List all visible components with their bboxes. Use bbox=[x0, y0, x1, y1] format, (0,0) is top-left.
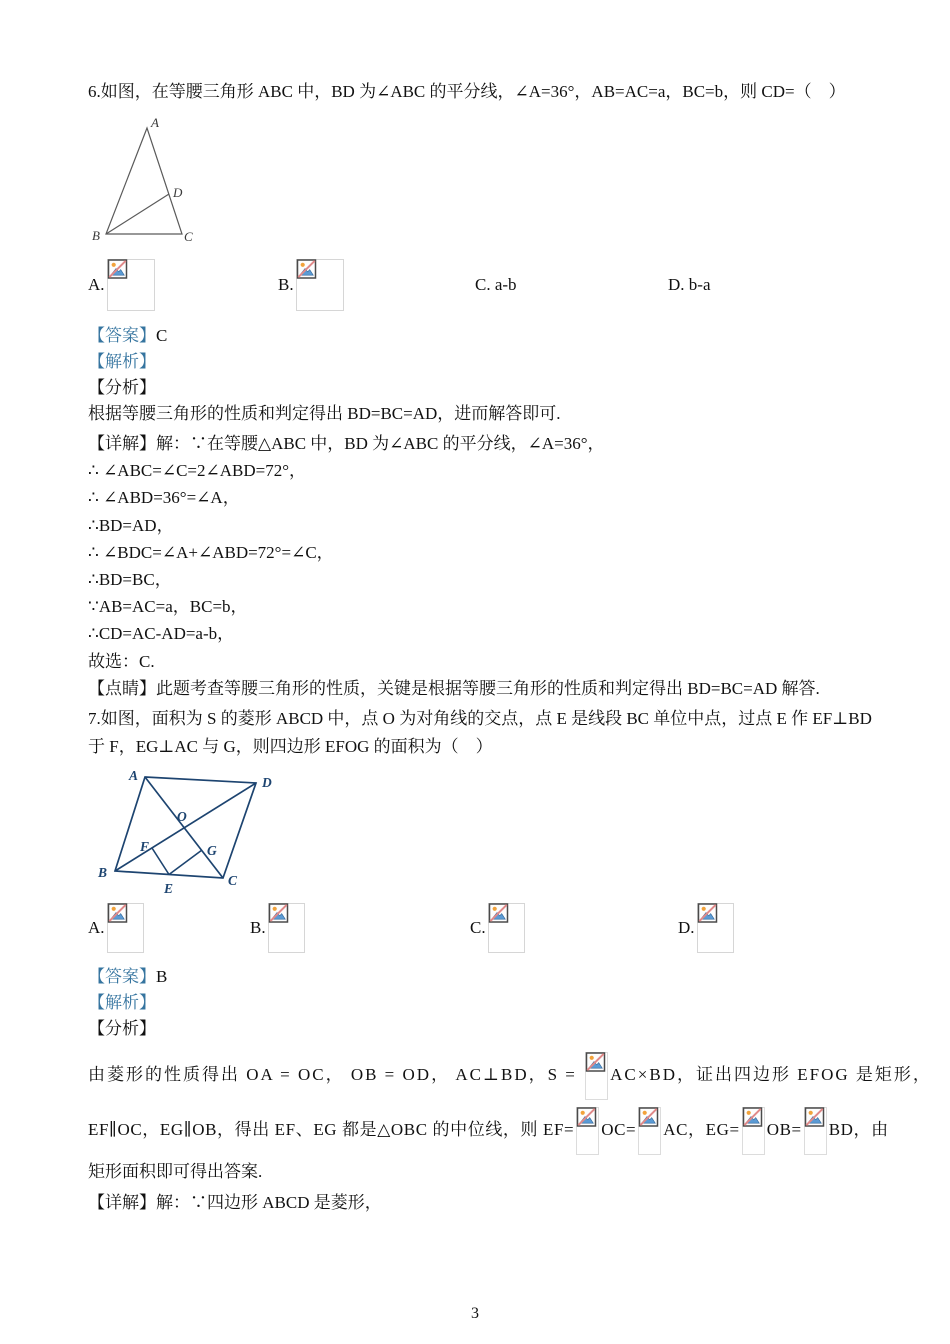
q7-fenxi-line1 bbox=[88, 1048, 932, 1102]
q6-options bbox=[88, 258, 862, 312]
q7-option-b-label: B. bbox=[250, 918, 266, 938]
q7-options bbox=[88, 901, 862, 955]
q6-solution-line: ∴BD=AD， bbox=[88, 515, 174, 535]
broken-image-placeholder bbox=[488, 903, 525, 953]
q7-answer-value: B bbox=[156, 967, 168, 987]
q7-fenxi-line3: 矩形面积即可得出答案. bbox=[88, 1162, 263, 1182]
broken-image-placeholder bbox=[638, 1107, 661, 1155]
broken-image-placeholder bbox=[107, 903, 144, 953]
q6-solution-line: ∴ ∠ABD=36°=∠A， bbox=[88, 488, 240, 508]
q6-option-c bbox=[475, 258, 668, 312]
q6-stem: 6.如图，在等腰三角形 ABC 中，BD 为∠ABC 的平分线，∠A=36°，AB=AC=a，BC=b，则 CD=（ ） bbox=[88, 82, 846, 101]
q6-figure bbox=[88, 112, 862, 247]
q7-figure-label-e: E bbox=[164, 881, 174, 897]
q7-fenxi-line2-text: BD，由 bbox=[828, 1120, 889, 1140]
q7-figure-label-f: F bbox=[140, 839, 150, 855]
q6-triangle-figure bbox=[88, 112, 218, 247]
q7-fenxi-line1-text2: AC×BD，证出四边形 EFOG 是矩形， bbox=[610, 1065, 932, 1085]
answer-tag: 【答案】 bbox=[88, 967, 156, 987]
q7-stem-line1: 7.如图，面积为 S 的菱形 ABCD 中，点 O 为对角线的交点，点 E 是线段 BC 单位中点，过点 E 作 EF⊥BD bbox=[88, 709, 872, 729]
broken-image-icon bbox=[804, 1107, 825, 1127]
q6-option-d bbox=[668, 258, 862, 312]
broken-image-icon bbox=[268, 903, 289, 923]
broken-image-placeholder bbox=[107, 259, 155, 311]
q7-option-c bbox=[470, 901, 678, 955]
q6-option-a-label: A. bbox=[88, 275, 105, 294]
q6-solution-line: ∵AB=AC=a，BC=b， bbox=[88, 597, 248, 617]
q7-rhombus-figure bbox=[88, 763, 293, 899]
q6-option-b-label: B. bbox=[278, 275, 294, 294]
q6-solution-line: ∴BD=BC， bbox=[88, 570, 172, 590]
q7-option-c-label: C. bbox=[470, 918, 486, 938]
q7-figure-label-c: C bbox=[228, 873, 238, 889]
broken-image-placeholder bbox=[742, 1107, 765, 1155]
q6-solution-line: ∴CD=AC-AD=a-b， bbox=[88, 624, 235, 644]
q6-solution-line: 故选：C. bbox=[88, 651, 155, 671]
page-number: 3 bbox=[471, 1305, 479, 1322]
q7-option-a bbox=[88, 901, 250, 955]
q7-fenxi-line2-text: EF∥OC，EG∥OB，得出 EF、EG 都是△OBC 的中位线，则 EF= bbox=[88, 1120, 575, 1140]
answer-tag: 【答案】 bbox=[88, 326, 156, 345]
broken-image-placeholder bbox=[576, 1107, 599, 1155]
q7-figure-label-b: B bbox=[98, 865, 108, 881]
q7-answer-line bbox=[88, 964, 862, 990]
q7-jiexi-tag: 【解析】 bbox=[88, 993, 156, 1013]
q7-fenxi-line2-text: OB= bbox=[766, 1120, 802, 1140]
q7-option-d-label: D. bbox=[678, 918, 695, 938]
q6-answer-value: C bbox=[156, 326, 168, 345]
broken-image-icon bbox=[107, 903, 128, 923]
q7-stem-line2: 于 F，EG⊥AC 与 G，则四边形 EFOG 的面积为（ ） bbox=[88, 737, 493, 757]
q6-solution-line: ∴ ∠ABC=∠C=2∠ABD=72°， bbox=[88, 461, 307, 481]
broken-image-placeholder bbox=[296, 259, 344, 311]
q7-option-a-label: A. bbox=[88, 918, 105, 938]
broken-image-icon bbox=[488, 903, 509, 923]
q6-figure-label-b: B bbox=[92, 228, 100, 243]
q7-figure-label-d: D bbox=[262, 775, 272, 791]
broken-image-icon bbox=[107, 259, 128, 279]
q7-figure bbox=[88, 763, 862, 899]
q7-fenxi-line2 bbox=[88, 1102, 889, 1158]
broken-image-icon bbox=[296, 259, 317, 279]
q7-fenxi-line2-text: OC= bbox=[601, 1120, 637, 1140]
q6-option-a bbox=[88, 258, 278, 312]
broken-image-placeholder bbox=[585, 1052, 608, 1100]
q6-dianjing-line: 【点睛】此题考查等腰三角形的性质，关键是根据等腰三角形的性质和判定得出 BD=BC=AD 解答. bbox=[88, 678, 820, 698]
broken-image-placeholder bbox=[697, 903, 734, 953]
q6-figure-label-c: C bbox=[184, 229, 193, 244]
broken-image-icon bbox=[697, 903, 718, 923]
broken-image-icon bbox=[742, 1107, 763, 1127]
q6-option-d-label: D. b-a bbox=[668, 275, 711, 294]
q6-solution-line: 【详解】解：∵在等腰△ABC 中，BD 为∠ABC 的平分线，∠A=36°， bbox=[88, 434, 605, 453]
q6-figure-label-a: A bbox=[151, 115, 159, 130]
q7-fenxi-tag: 【分析】 bbox=[88, 1019, 156, 1039]
q6-option-c-label: C. a-b bbox=[475, 275, 517, 294]
q7-fenxi-line2-text: AC，EG= bbox=[663, 1120, 740, 1140]
broken-image-icon bbox=[585, 1052, 606, 1072]
q7-fenxi-line1-text1: 由菱形的性质得出 OA = OC， OB = OD， AC⊥BD，S = bbox=[88, 1065, 584, 1085]
broken-image-placeholder bbox=[268, 903, 305, 953]
broken-image-placeholder bbox=[804, 1107, 827, 1155]
q6-answer-line bbox=[88, 323, 862, 349]
q6-fenxi-tag: 【分析】 bbox=[88, 378, 156, 397]
q6-solution-line: ∴ ∠BDC=∠A+∠ABD=72°=∠C， bbox=[88, 542, 334, 562]
q6-option-b bbox=[278, 258, 475, 312]
broken-image-icon bbox=[576, 1107, 597, 1127]
q6-figure-label-d: D bbox=[173, 185, 183, 200]
q7-option-d bbox=[678, 901, 862, 955]
q7-option-b bbox=[250, 901, 470, 955]
q6-fenxi-text: 根据等腰三角形的性质和判定得出 BD=BC=AD，进而解答即可. bbox=[88, 404, 561, 423]
q7-figure-label-g: G bbox=[207, 843, 217, 859]
q7-solution-line: 【详解】解：∵四边形 ABCD 是菱形， bbox=[88, 1193, 382, 1213]
q6-jiexi-tag: 【解析】 bbox=[88, 352, 156, 371]
q7-figure-label-a: A bbox=[129, 768, 139, 784]
broken-image-icon bbox=[638, 1107, 659, 1127]
q7-figure-label-o: O bbox=[177, 809, 187, 825]
